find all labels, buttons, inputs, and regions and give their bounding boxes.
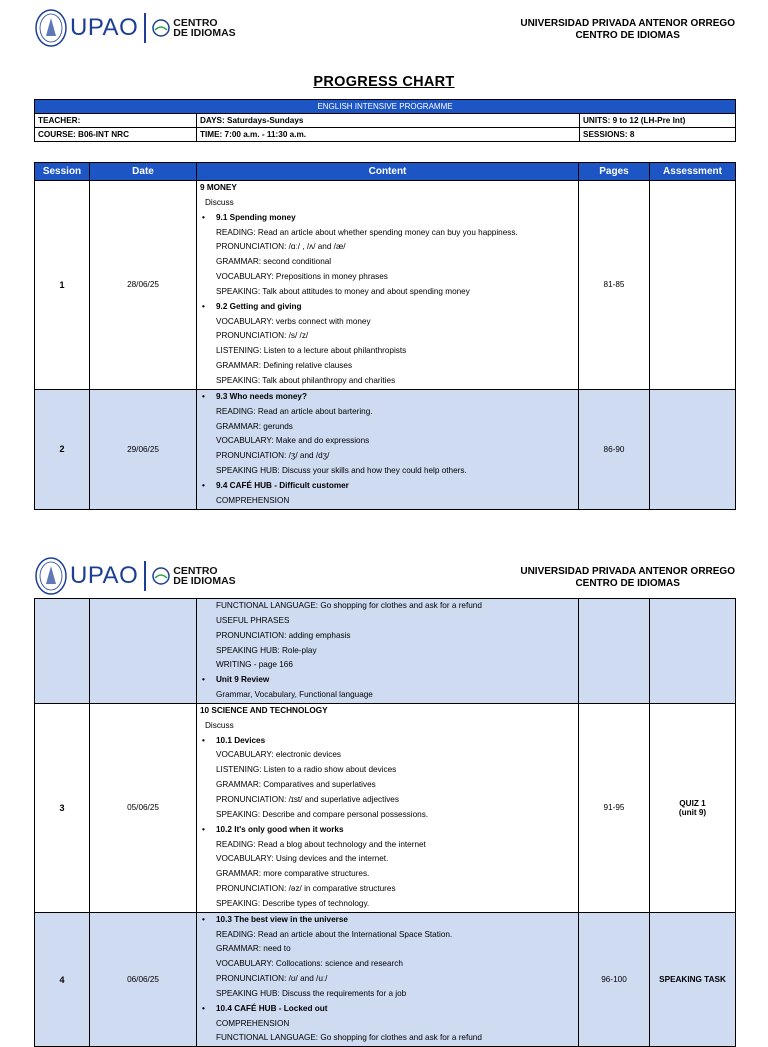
content-line: PRONUNCIATION: /ɪst/ and superlative adjectives xyxy=(216,794,399,804)
content-line: READING: Read an article about the International Space Station. xyxy=(216,929,453,939)
content-line: READING: Read a blog about technology and the internet xyxy=(216,839,426,849)
column-header-session: Session xyxy=(35,163,90,181)
course-info-table xyxy=(34,99,736,142)
content-line: READING: Read an article about whether spending money can buy you happiness. xyxy=(216,227,518,237)
lesson-heading: • 10.1 Devices xyxy=(200,734,575,749)
lesson-heading: • 9.2 Getting and giving xyxy=(200,300,575,315)
content-line: USEFUL PHRASES xyxy=(216,615,290,625)
table-row xyxy=(35,599,736,704)
assessment-cell xyxy=(650,703,736,912)
course-field: COURSE: B06-INT NRC xyxy=(35,128,197,142)
pages-cell: 81-85 xyxy=(579,181,650,390)
content-line: FUNCTIONAL LANGUAGE: Go shopping for clothes and ask for a refund xyxy=(216,1033,482,1043)
progress-table-body xyxy=(35,181,736,510)
centro-idiomas-wordmark xyxy=(173,18,235,38)
centro-idiomas-wordmark xyxy=(173,566,235,586)
date-cell: 28/06/25 xyxy=(90,181,197,390)
university-name xyxy=(520,566,735,590)
university-line-2: CENTRO DE IDIOMAS xyxy=(575,30,680,41)
content-cell xyxy=(197,703,579,912)
document-page-1 xyxy=(0,0,768,510)
pages-cell: 96-100 xyxy=(579,912,650,1047)
centro-line-1: CENTRO xyxy=(173,17,218,29)
column-header-content: Content xyxy=(197,163,579,181)
date-cell: 29/06/25 xyxy=(90,389,197,509)
content-line: GRAMMAR: Comparatives and superlatives xyxy=(216,780,376,790)
content-line: VOCABULARY: electronic devices xyxy=(216,750,341,760)
session-cell: 1 xyxy=(35,181,90,390)
table-row xyxy=(35,703,736,912)
content-line: PRONUNCIATION: /ʒ/ and /dʒ/ xyxy=(216,451,330,461)
days-field: DAYS: Saturdays-Sundays xyxy=(197,114,580,128)
table-row xyxy=(35,181,736,390)
university-line-1: UNIVERSIDAD PRIVADA ANTENOR ORREGO xyxy=(520,566,735,577)
lesson-heading: • 9.1 Spending money xyxy=(200,211,575,226)
content-line: GRAMMAR: second conditional xyxy=(216,257,332,267)
lesson-heading: • 9.4 CAFÉ HUB - Difficult customer xyxy=(200,479,575,494)
content-line: VOCABULARY: verbs connect with money xyxy=(216,316,371,326)
assessment-label: SPEAKING TASK xyxy=(659,975,726,985)
lesson-heading: • 10.3 The best view in the universe xyxy=(200,913,575,928)
content-line: PRONUNCIATION: /ɑː/ , /ʌ/ and /æ/ xyxy=(216,242,346,252)
column-header-assessment: Assessment xyxy=(650,163,736,181)
logo-divider xyxy=(144,561,146,591)
assessment-cell xyxy=(650,599,736,704)
content-line: SPEAKING: Talk about philanthropy and charities xyxy=(216,375,396,385)
content-cell xyxy=(197,599,579,704)
page-header xyxy=(0,0,768,56)
assessment-cell xyxy=(650,181,736,390)
upao-logo xyxy=(34,556,236,596)
date-cell: 05/06/25 xyxy=(90,703,197,912)
pages-cell: 91-95 xyxy=(579,703,650,912)
content-line: Grammar, Vocabulary, Functional language xyxy=(216,690,373,700)
progress-table-page-1 xyxy=(34,162,736,510)
content-line: VOCABULARY: Prepositions in money phrases xyxy=(216,272,388,282)
centro-line-2: DE IDIOMAS xyxy=(173,575,236,587)
content-line: VOCABULARY: Make and do expressions xyxy=(216,436,370,446)
centro-line-1: CENTRO xyxy=(173,565,218,577)
content-line: READING: Read an article about bartering. xyxy=(216,406,373,416)
content-line: PRONUNCIATION: /əz/ in comparative structures xyxy=(216,884,396,894)
university-line-2: CENTRO DE IDIOMAS xyxy=(575,578,680,589)
lesson-heading: • 10.4 CAFÉ HUB - Locked out xyxy=(200,1002,575,1017)
content-cell xyxy=(197,181,579,390)
teacher-field: TEACHER: xyxy=(35,114,197,128)
session-cell: 3 xyxy=(35,703,90,912)
upao-wordmark: UPAO xyxy=(70,562,139,589)
upao-wordmark: UPAO xyxy=(70,14,139,41)
content-line: GRAMMAR: need to xyxy=(216,944,291,954)
page-header xyxy=(0,548,768,604)
progress-table-page-2 xyxy=(34,598,736,1047)
content-line: PRONUNCIATION: adding emphasis xyxy=(216,630,351,640)
session-cell: 2 xyxy=(35,389,90,509)
units-field: UNITS: 9 to 12 (LH-Pre Int) xyxy=(580,114,736,128)
document-page-2 xyxy=(0,548,768,1043)
table-row xyxy=(35,912,736,1047)
content-line: FUNCTIONAL LANGUAGE: Go shopping for clothes and ask for a refund xyxy=(216,601,482,610)
content-line: SPEAKING: Describe types of technology. xyxy=(216,898,370,908)
page-title: PROGRESS CHART xyxy=(313,74,455,90)
university-seal-icon xyxy=(34,556,68,596)
content-line: SPEAKING: Describe and compare personal possessions. xyxy=(216,809,429,819)
assessment-sublabel: (unit 9) xyxy=(678,807,707,817)
column-header-pages: Pages xyxy=(579,163,650,181)
content-line: SPEAKING: Talk about attitudes to money and about spending money xyxy=(216,286,470,296)
content-line: GRAMMAR: Defining relative clauses xyxy=(216,361,353,371)
content-line: SPEAKING HUB: Discuss your skills and how they could help others. xyxy=(216,466,467,476)
lesson-heading: • 10.2 It's only good when it works xyxy=(200,823,575,838)
content-cell xyxy=(197,389,579,509)
unit-heading: 10 SCIENCE AND TECHNOLOGY xyxy=(200,705,328,715)
assessment-cell xyxy=(650,389,736,509)
date-cell: 06/06/25 xyxy=(90,912,197,1047)
content-line: SPEAKING HUB: Discuss the requirements for a job xyxy=(216,988,407,998)
programme-banner: ENGLISH INTENSIVE PROGRAMME xyxy=(35,100,736,114)
time-field: TIME: 7:00 a.m. - 11:30 a.m. xyxy=(197,128,580,142)
content-line: GRAMMAR: more comparative structures. xyxy=(216,869,370,879)
progress-table-body xyxy=(35,599,736,1047)
table-row xyxy=(35,389,736,509)
pages-cell: 86-90 xyxy=(579,389,650,509)
assessment-label: QUIZ 1 xyxy=(679,798,706,808)
content-line: Discuss xyxy=(205,197,234,207)
university-seal-icon xyxy=(34,8,68,48)
university-line-1: UNIVERSIDAD PRIVADA ANTENOR ORREGO xyxy=(520,18,735,29)
content-line: COMPREHENSION xyxy=(216,1018,290,1028)
content-line: SPEAKING HUB: Role-play xyxy=(216,645,317,655)
content-line: VOCABULARY: Using devices and the internet. xyxy=(216,854,389,864)
content-line: PRONUNCIATION: /ʊ/ and /uː/ xyxy=(216,974,328,984)
logo-divider xyxy=(144,13,146,43)
content-line: LISTENING: Listen to a lecture about philanthropists xyxy=(216,346,407,356)
centro-line-2: DE IDIOMAS xyxy=(173,27,236,39)
content-line: Discuss xyxy=(205,720,234,730)
content-cell xyxy=(197,912,579,1047)
centro-idiomas-icon xyxy=(152,19,170,37)
session-cell xyxy=(35,599,90,704)
assessment-cell xyxy=(650,912,736,1047)
content-line: LISTENING: Listen to a radio show about devices xyxy=(216,765,397,775)
centro-idiomas-icon xyxy=(152,567,170,585)
sessions-field: SESSIONS: 8 xyxy=(580,128,736,142)
lesson-heading: • 9.3 Who needs money? xyxy=(200,390,575,405)
university-name xyxy=(520,18,735,42)
date-cell xyxy=(90,599,197,704)
content-line: COMPREHENSION xyxy=(216,495,290,505)
upao-logo xyxy=(34,8,236,48)
column-header-date: Date xyxy=(90,163,197,181)
lesson-heading: • Unit 9 Review xyxy=(200,673,575,688)
unit-heading: 9 MONEY xyxy=(200,183,237,192)
content-line: PRONUNCIATION: /s/ /z/ xyxy=(216,331,309,341)
session-cell: 4 xyxy=(35,912,90,1047)
pages-cell xyxy=(579,599,650,704)
content-line: VOCABULARY: Collocations: science and research xyxy=(216,959,403,969)
content-line: WRITING - page 166 xyxy=(216,660,293,670)
content-line: GRAMMAR: gerunds xyxy=(216,421,293,431)
